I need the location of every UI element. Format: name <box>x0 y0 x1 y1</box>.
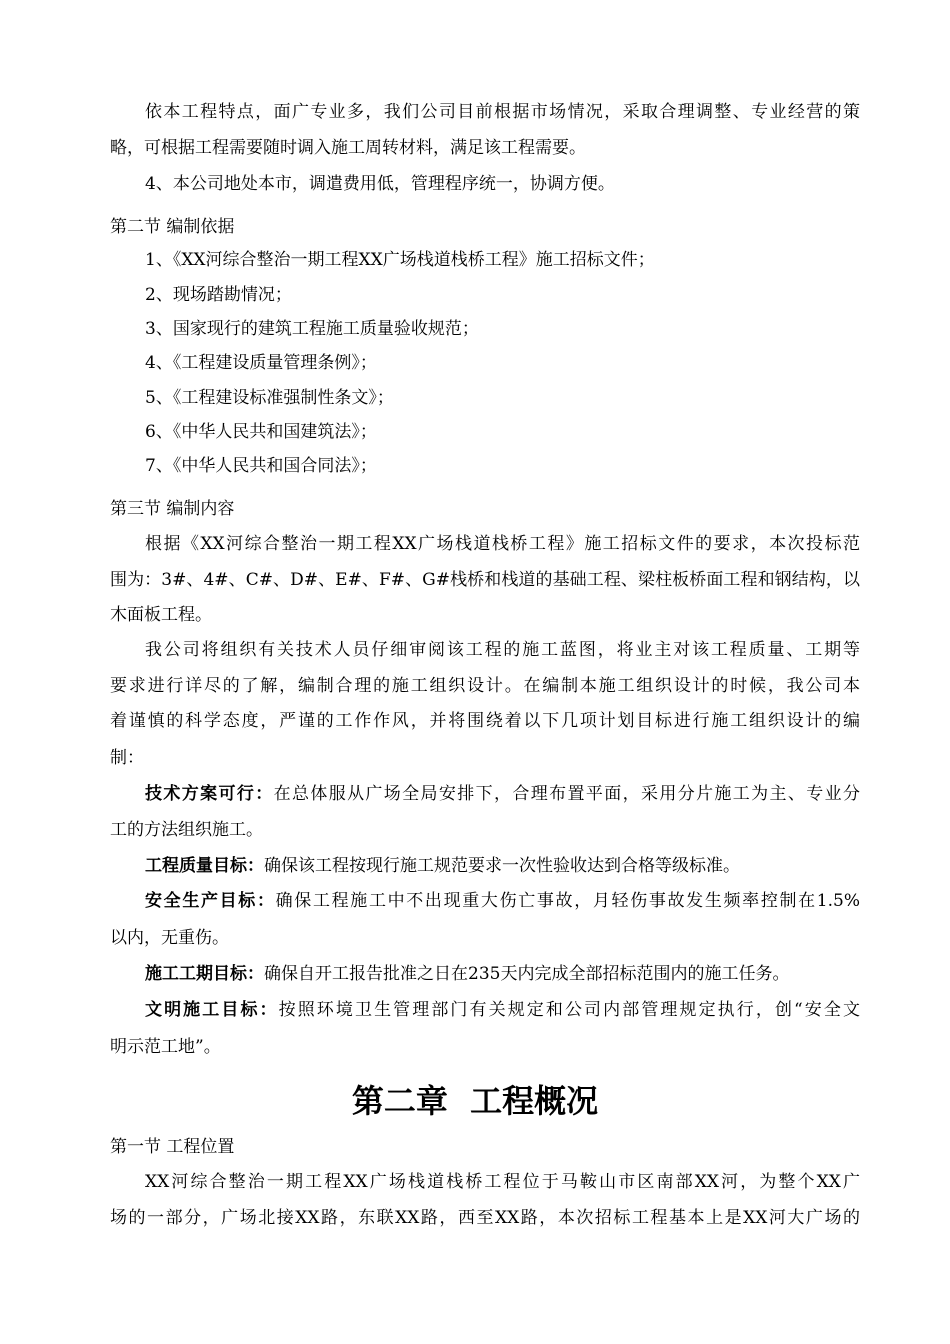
paragraph-line: 围为：3#、4#、C#、D#、E#、F#、G#栈桥和栈道的基础工程、梁柱板桥面工程和钢结构，以 <box>110 570 860 590</box>
goal-line <box>145 890 860 912</box>
paragraph-line: 我公司将组织有关技术人员仔细审阅该工程的施工蓝图，将业主对该工程质量、工期等 <box>145 640 860 660</box>
list-item: 4、本公司地处本市，调遣费用低，管理程序统一，协调方便。 <box>145 174 615 194</box>
goal-label: 工程质量目标： <box>145 856 264 876</box>
paragraph-line: 着谨慎的科学态度，严谨的工作作风，并将围绕着以下几项计划目标进行施工组织设计的编 <box>110 711 860 731</box>
goal-text: 确保工程施工中不出现重大伤亡事故，月轻伤事故发生频率控制在1.5% <box>275 891 860 911</box>
goal-label: 技术方案可行： <box>145 784 274 804</box>
goal-line: 明示范工地”。 <box>110 1037 221 1057</box>
section-heading: 第三节 编制内容 <box>110 499 235 519</box>
section-heading: 第一节 工程位置 <box>110 1137 235 1157</box>
goal-label: 施工工期目标： <box>145 964 264 984</box>
paragraph-line: 制： <box>110 748 144 768</box>
paragraph-line: 要求进行详尽的了解，编制合理的施工组织设计。在编制本施工组织设计的时候，我公司本 <box>110 676 860 696</box>
section-heading: 第二节 编制依据 <box>110 217 235 237</box>
list-item: 3、国家现行的建筑工程施工质量验收规范； <box>145 319 479 339</box>
goal-label: 文明施工目标： <box>145 1000 279 1020</box>
chapter-title: 第二章 工程概况 <box>351 1082 599 1120</box>
paragraph-line: XX河综合整治一期工程XX广场栈道栈桥工程位于马鞍山市区南部XX河，为整个XX广 <box>145 1172 860 1192</box>
list-item: 7、《中华人民共和国合同法》； <box>145 456 377 476</box>
list-item: 6、《中华人民共和国建筑法》； <box>145 422 377 442</box>
goal-text: 确保该工程按现行施工规范要求一次性验收达到合格等级标准。 <box>264 856 740 876</box>
paragraph-line: 场的一部分，广场北接XX路，东联XX路，西至XX路，本次招标工程基本上是XX河大广场的 <box>110 1208 860 1228</box>
list-item: 1、《XX河综合整治一期工程XX广场栈道栈桥工程》施工招标文件； <box>145 250 655 270</box>
goal-text: 在总体服从广场全局安排下，合理布置平面，采用分片施工为主、专业分 <box>273 784 860 804</box>
goal-text: 按照环境卫生管理部门有关规定和公司内部管理规定执行，创“安全文 <box>278 1000 860 1020</box>
paragraph-line: 略，可根据工程需要随时调入施工周转材料，满足该工程需要。 <box>110 138 586 158</box>
goal-line: 以内，无重伤。 <box>110 928 229 948</box>
list-item: 2、现场踏勘情况； <box>145 285 292 305</box>
goal-label: 安全生产目标： <box>145 891 276 911</box>
goal-line <box>145 999 860 1021</box>
goal-line <box>145 783 860 805</box>
goal-line <box>145 855 860 877</box>
goal-line <box>145 963 860 985</box>
paragraph-line: 根据《XX河综合整治一期工程XX广场栈道栈桥工程》施工招标文件的要求，本次投标范 <box>145 534 860 554</box>
list-item: 4、《工程建设质量管理条例》； <box>145 353 377 373</box>
list-item: 5、《工程建设标准强制性条文》； <box>145 388 394 408</box>
goal-text: 确保自开工报告批准之日在235天内完成全部招标范围内的施工任务。 <box>264 964 790 984</box>
goal-line: 工的方法组织施工。 <box>110 820 263 840</box>
paragraph-line: 木面板工程。 <box>110 605 212 625</box>
paragraph-line: 依本工程特点，面广专业多，我们公司目前根据市场情况，采取合理调整、专业经营的策 <box>145 102 860 122</box>
